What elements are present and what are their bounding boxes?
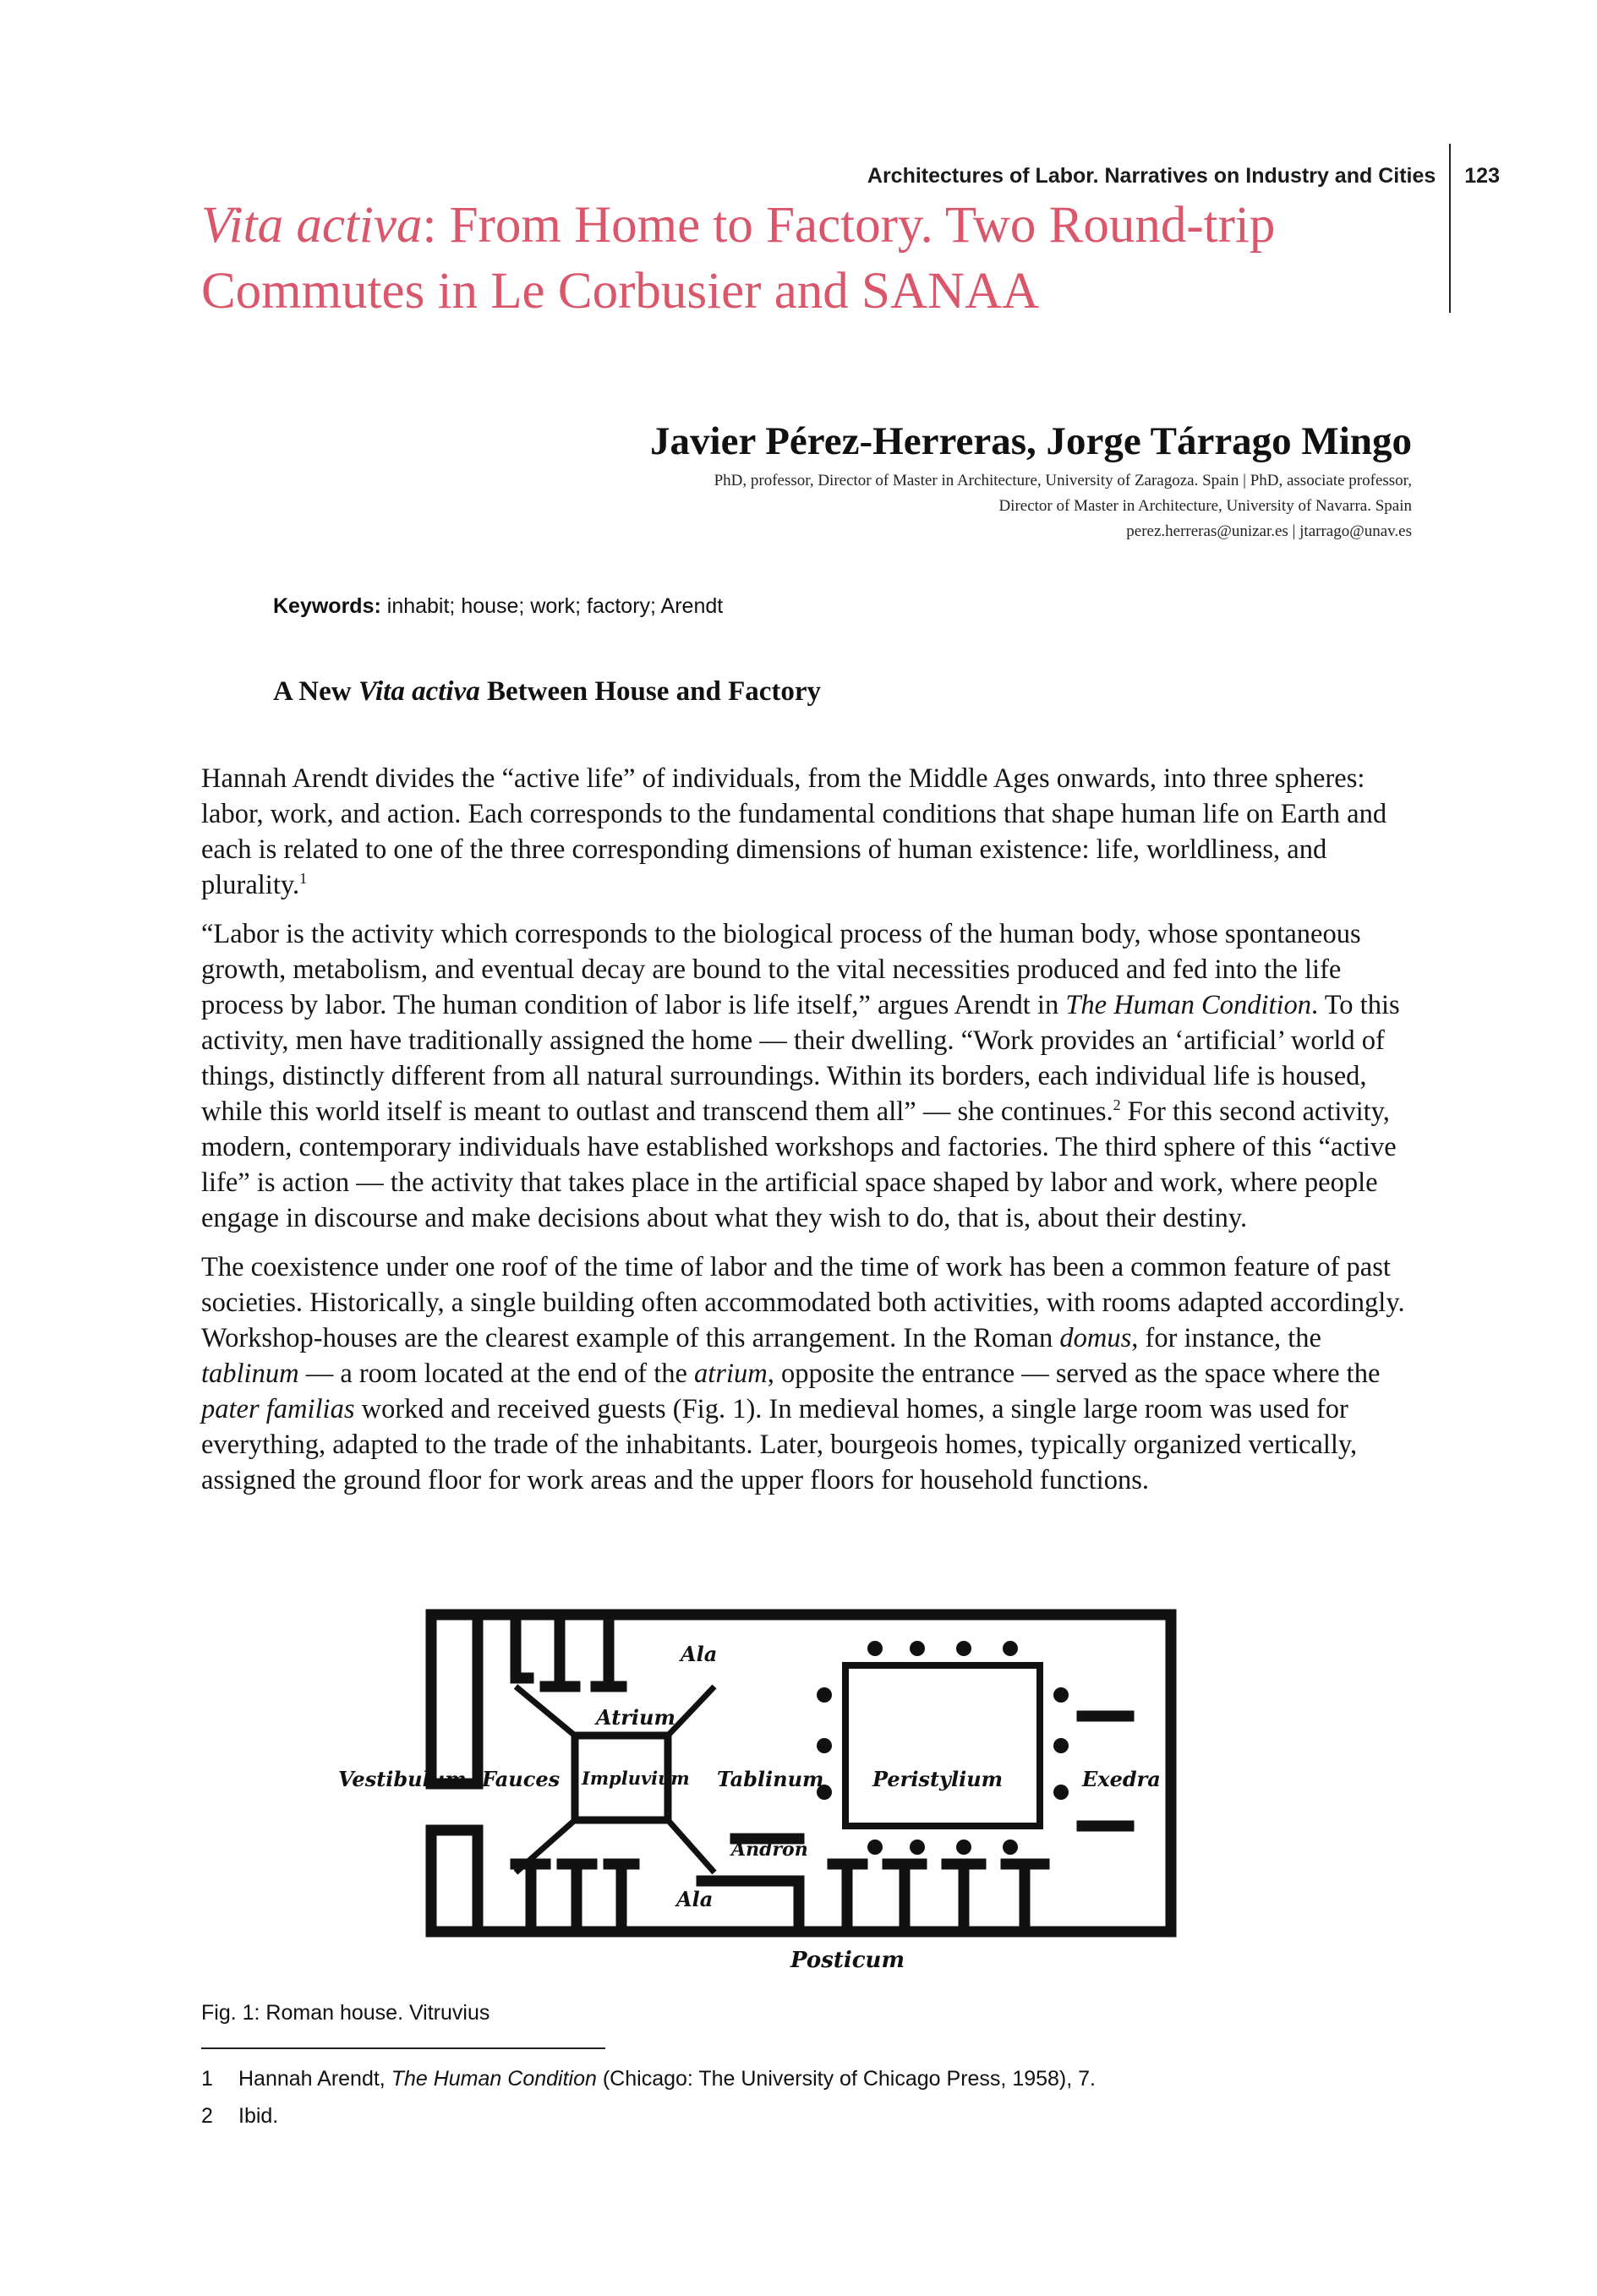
article-title: [201, 193, 1452, 325]
page-number: 123: [1464, 163, 1500, 188]
affiliation-line-1: PhD, professor, Director of Master in Architecture, University of Zaragoza. Spain | PhD, associate professor,: [714, 472, 1412, 489]
author-block: [313, 414, 1412, 544]
section-heading-post: Between House and Factory: [479, 676, 822, 707]
p3-text-b: , for instance, the: [1131, 1323, 1321, 1353]
p2-text-b: . To this activity, men have traditionally assigned the home — their dwelling. “Work provides an ‘artificial’ world of things, distinctly different from all natural surroundings. Within its borders, each individual life is housed, while this world itself is meant to outlast and transcend them all” — she continues.: [201, 990, 1400, 1127]
p3-domus: domus: [1059, 1323, 1132, 1353]
footnote-number: 1: [201, 2067, 213, 2091]
footnote-rule: [201, 2047, 605, 2049]
footnote-text: [238, 2060, 1096, 2097]
label-peristylium: Peristylium: [872, 1767, 1004, 1791]
figure-caption: Fig. 1: Roman house. Vitruvius: [201, 2001, 490, 2025]
label-atrium: Atrium: [596, 1705, 675, 1730]
label-ala-top: Ala: [681, 1642, 718, 1666]
footnote-1-post: (Chicago: The University of Chicago Press, 1958), 7.: [596, 2067, 1096, 2091]
p3-text-d: , opposite the entrance — served as the space where the: [767, 1358, 1381, 1389]
paragraph-1: [201, 761, 1414, 903]
section-heading: [273, 676, 821, 708]
footnote-number: 2: [201, 2104, 213, 2128]
label-impluvium: Impluvium: [582, 1768, 690, 1789]
p1-text: Hannah Arendt divides the “active life” of individuals, from the Middle Ages onwards, into three spheres: labor, work, and action. Each corresponds to the fundamental conditions that shape human life on Earth and each is related to one of the three corresponding dimensions of human existence: life, worldliness, and plurality.: [201, 763, 1387, 900]
footnote-2: [201, 2097, 1096, 2135]
p3-pater-familias: pater familias: [201, 1394, 355, 1424]
label-posticum: Posticum: [790, 1948, 905, 1973]
p2-text-c: For this second activity, modern, contemporary individuals have established workshops and factories. The third sphere of this “active life” is action — the activity that takes place in the artificial space shaped by labor and work, where people engage in discourse and make decisions about what they wish to do, that is, about their destiny.: [201, 1096, 1397, 1233]
p3-text-c: — a room located at the end of the: [298, 1358, 695, 1389]
title-italic: Vita activa: [201, 197, 423, 254]
p3-text-a: The coexistence under one roof of the time of labor and the time of work has been a common feature of past societies. Historically, a single building often accommodated both activities, with rooms adapted accordingly. Workshop-houses are the clearest example of this arrangement. In the Roman: [201, 1252, 1405, 1353]
keywords: [273, 594, 723, 619]
label-fauces: Fauces: [482, 1767, 561, 1791]
keywords-label: Keywords:: [273, 594, 381, 618]
footnote-2-pre: Ibid.: [238, 2104, 279, 2128]
p2-book-title: The Human Condition: [1065, 990, 1312, 1020]
footnotes: [201, 2060, 1096, 2135]
author-emails: perez.herreras@unizar.es | jtarrago@unav.es: [1126, 522, 1412, 540]
p3-tablinum: tablinum: [201, 1358, 299, 1389]
footnote-1-pre: Hannah Arendt,: [238, 2067, 391, 2091]
p3-atrium: atrium: [694, 1358, 768, 1389]
paragraph-3: [201, 1249, 1414, 1498]
footnote-ref-2[interactable]: 2: [1113, 1096, 1121, 1114]
footnote-1: [201, 2060, 1096, 2097]
footnote-1-italic: The Human Condition: [391, 2067, 597, 2091]
p3-text-e: worked and received guests (Fig. 1). In medieval homes, a single large room was used for everything, adapted to the trade of the inhabitants. Later, bourgeois homes, typically organized vertically, assigned the ground floor for work areas and the upper floors for household functions.: [201, 1394, 1358, 1495]
label-exedra: Exedra: [1082, 1767, 1161, 1791]
keywords-value: inhabit; house; work; factory; Arendt: [380, 594, 724, 618]
roman-house-plan-drawing: [338, 1602, 1200, 1991]
footnote-ref-1[interactable]: 1: [299, 870, 308, 888]
author-names: Javier Pérez-Herreras, Jorge Tárrago Mingo: [650, 419, 1412, 463]
label-andron: Andron: [731, 1839, 808, 1861]
section-heading-italic: Vita activa: [358, 676, 480, 707]
journal-title: Architectures of Labor. Narratives on Industry and Cities: [867, 163, 1436, 188]
label-tablinum: Tablinum: [717, 1767, 824, 1791]
affiliation-line-2: Director of Master in Architecture, University of Navarra. Spain: [998, 497, 1412, 515]
title-line2: Commutes in Le Corbusier and SANAA: [201, 263, 1040, 320]
label-vestibulum: Vestibulum: [338, 1767, 467, 1791]
body-text: [201, 761, 1414, 1512]
paragraph-2: [201, 916, 1414, 1236]
p2-text-a: “Labor is the activity which corresponds to the biological process of the human body, whose spontaneous growth, metabolism, and eventual decay are bound to the vital necessities produced and fed into the life process by labor. The human condition of labor is life itself,” argues Arendt in: [201, 919, 1361, 1020]
figure-roman-house: [338, 1602, 1200, 1991]
footnote-text: [238, 2097, 278, 2135]
label-ala-bottom: Ala: [676, 1887, 714, 1911]
section-heading-pre: A New: [273, 676, 358, 707]
title-line1-rest: : From Home to Factory. Two Round-trip: [422, 197, 1276, 254]
